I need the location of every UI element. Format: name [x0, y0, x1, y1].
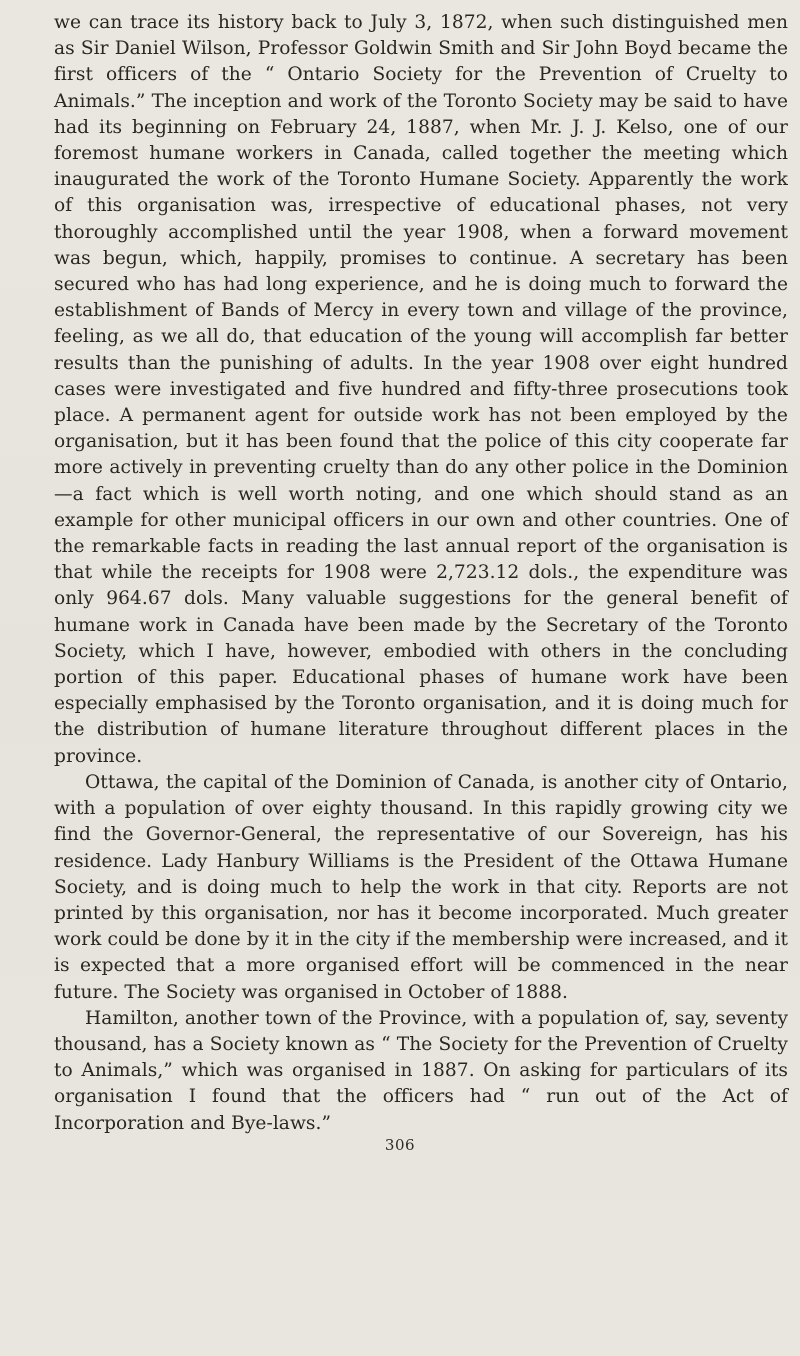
paragraph-ottawa: Ottawa, the capital of the Dominion of Canada, is another city of Ontario, with a population of over eighty thousand. In this rapidly growing city we find the Governor-General, the representative of our Sovereign, has his residence. Lady Hanbury Williams is the President of the Ottawa Humane Society, and is doing much to help the work in that city. Reports are not printed by this organisation, nor has it become incorporated. Much greater work could be done by it in the city if the membership were increased, and it is expected that a more organised effort will be commenced in the near future. The Society was organised in October of 1888. — [54, 771, 788, 1003]
page-number: 306 — [384, 1136, 416, 1154]
paragraph-hamilton: Hamilton, another town of the Province, with a population of, say, seventy thousand, has a Society known as “ The Society for the Prevention of Cruelty to Animals,” which was organised in 1887. On asking for particulars of its organisation I found that the officers had “ run out of the Act of Incorporation and Bye-laws.” — [54, 1007, 788, 1134]
paragraph-toronto-society: we can trace its history back to July 3, 1872, when such distinguished men as Sir Daniel Wilson, Professor Goldwin Smith and Sir John Boyd became the first officers of the “ Ontario Society for the Prevention of Cruelty to Animals.” The inception and work of the Toronto Society may be said to have had its beginning on February 24, 1887, when Mr. J. J. Kelso, one of our foremost humane workers in Canada, called together the meeting which inaugurated the work of the Toronto Humane Society. Apparently the work of this organisation was, irrespective of educational phases, not very thoroughly accomplished until the year 1908, when a forward movement was begun, which, happily, promises to continue. A secretary has been secured who has had long experience, and he is doing much to forward the establishment of Bands of Mercy in every town and village of the province, feeling, as we all do, that education of the young will accomplish far better results than the punishing of adults. In the year 1908 over eight hundred cases were investigated and five hundred and fifty-three prosecutions took place. A permanent agent for outside work has not been employed by the organisation, but it has been found that the police of this city cooperate far more actively in preventing cruelty than do any other police in the Dominion—a fact which is well worth noting, and one which should stand as an example for other municipal officers in our own and other countries. One of the remarkable facts in reading the last annual report of the organisation is that while the receipts for 1908 were 2,723.12 dols., the expenditure was only 964.67 dols. Many valuable suggestions for the general benefit of humane work in Canada have been made by the Secretary of the Toronto Society, which I have, however, embodied with others in the concluding portion of this paper. Educational phases of humane work have been especially emphasised by the Toronto organisation, and it is doing much for the distribution of humane literature throughout different places in the province. — [54, 12, 788, 767]
body-text — [54, 10, 788, 1137]
